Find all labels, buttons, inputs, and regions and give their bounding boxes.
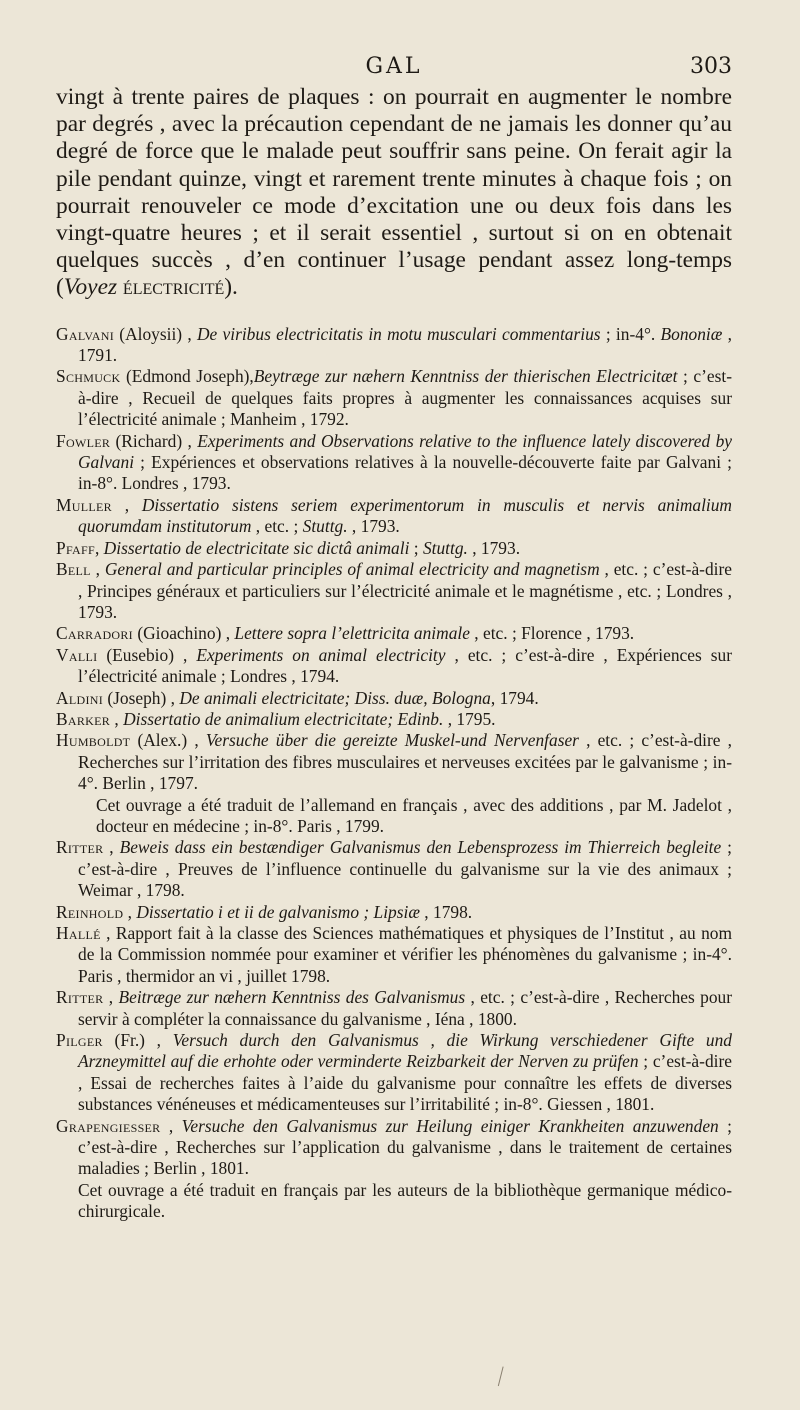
bib-entry [56, 623, 732, 644]
crossref-link[interactable]: électricité [122, 274, 225, 301]
work-title: Beitræge zur næhern Kenntniss des Galvanismus [118, 987, 466, 1008]
place: Bononiæ [660, 323, 723, 344]
details: ; c’est-à-dire , Recueil de quelques faits propres à augmenter les connaissances acquises sur l’électricité animale ; Manheim , 1792. [78, 366, 732, 430]
bib-entry [56, 324, 732, 367]
bib-entry [56, 688, 732, 709]
author: Valli [56, 644, 98, 665]
author-name: , [110, 708, 124, 729]
page-number: 303 [690, 54, 732, 79]
voyez-label: Voyez [63, 274, 118, 301]
author: Humboldt [56, 730, 131, 751]
work-title: Dissertatio de animalium electricitate; Edinb. [123, 708, 444, 729]
author-name: , [111, 494, 142, 515]
author-name: (Fr.) , [102, 1030, 173, 1051]
bib-entry [56, 538, 732, 559]
translation-note: Cet ouvrage a été traduit de l’allemand en français , avec des additions , par M. Jadelot , docteur en médecine ; in-8°. Paris , 1799. [96, 794, 732, 836]
author: Barker [56, 708, 111, 729]
bibliography [56, 324, 732, 1223]
bib-entry [56, 645, 732, 688]
bib-entry [56, 1030, 732, 1116]
details: , 1798. [419, 901, 473, 922]
details: ; c’est-à-dire , Preuves de l’influence continuelle du galvanisme sur la vie des animaux ; Weimar , 1798. [78, 837, 732, 901]
work-title: Dissertatio i et ii de galvanismo ; Lipsiæ [136, 901, 420, 922]
body-paragraph [56, 84, 732, 302]
year: , 1791. [78, 323, 732, 366]
work-title: Beweis dass ein bestændiger Galvanismus den Lebensprozess im Thierreich begleite [119, 837, 722, 858]
details: , etc. ; c’est-à-dire , Expériences sur l’électricité animale ; Londres , 1794. [78, 644, 732, 687]
author: Aldini [56, 687, 104, 708]
bib-entry [56, 559, 732, 623]
bib-entry [56, 730, 732, 794]
details: , etc. ; c’est-à-dire , Recherches sur l’irritation des fibres musculaires et nerveuses excitées par le galvanisme ; in-4°. Berlin , 1797. [78, 730, 732, 794]
author: Pfaff [56, 537, 95, 558]
author-name: , [94, 537, 104, 558]
author: Grapengiesser [56, 1115, 161, 1136]
work-title: Experiments and Observations relative to the influence lately discovered by Galvani [78, 430, 733, 473]
work-title: De animali electricitate; Diss. duæ, Bologna [179, 687, 491, 708]
author: Hallé [56, 923, 101, 943]
author-name: (Richard) , [110, 430, 198, 451]
author: Carradori [56, 623, 133, 644]
details: ; Expériences et observations relatives à la nouvelle-découverte faite par Galvani ; in-8°. Londres , 1793. [78, 452, 732, 494]
year: , 1793. [467, 537, 521, 558]
details: ; c’est-à-dire , Essai de recherches faites à l’aide du galvanisme pour connaître les effets de diverses substances vénéneuses et médicamenteuses sur l’irritabilité ; in-8°. Giessen , 1801. [78, 1051, 732, 1115]
work-title: Versuche über die gereizte Muskel-und Nervenfaser [205, 730, 579, 751]
details: , etc. ; c’est-à-dire , Recherches pour servir à compléter la connaissance du galvanisme , Iéna , 1800. [78, 987, 733, 1029]
details: , etc. ; c’est-à-dire , Principes généraux et particuliers sur l’électricité animale et le magnétisme , etc. ; Londres , 1793. [78, 559, 733, 622]
details: ; in-4°. [600, 323, 661, 344]
author: Pilger [56, 1030, 103, 1051]
work-title: Beytræge zur næhern Kenntniss der thierischen Electricitæt [253, 366, 678, 387]
author-name: (Joseph) , [103, 687, 180, 708]
details: , 1795. [443, 708, 496, 729]
work-title: De viribus electricitatis in motu musculari commentarius [196, 323, 601, 344]
details: , etc. ; Florence , 1793. [469, 623, 635, 644]
author: Ritter [56, 837, 104, 858]
year: , 1793. [347, 516, 400, 537]
paragraph-text: vingt à trente paires de plaques : on pourrait en augmenter le nombre par degrés , avec la précaution cependant de ne jamais les donner qu’au degré de force que le malade peut souffrir sans peine. On ferait agir la pile pendant quinze, vingt et rarement trente minutes à chaque fois ; on pourrait renouveler ce mode d’excitation une ou deux fois dans les vingt-quatre heures ; et il serait essentiel , surtout si on en obtenait quelques succès , d’en continuer l’usage pendant assez long-temps ( [56, 84, 732, 301]
work-title: Lettere sopra l’elettricita animale [234, 623, 470, 644]
margin-mark [498, 1366, 517, 1389]
author: Ritter [56, 987, 104, 1008]
place: Stuttg. [422, 537, 468, 558]
bib-entry [56, 987, 732, 1030]
author-name: , [123, 901, 137, 922]
bib-entry [56, 431, 732, 495]
author-name: , [103, 837, 120, 858]
translation-note: Cet ouvrage a été traduit en français par les auteurs de la bibliothèque germanique médico-chirurgicale. [78, 1179, 732, 1222]
running-head [56, 50, 732, 84]
details: ; [409, 537, 423, 558]
details: ; c’est-à-dire , Recherches sur l’application du galvanisme , dans le traitement de certaines maladies ; Berlin , 1801. [78, 1115, 732, 1179]
author: Schmuck [56, 366, 121, 387]
running-title: GAL [365, 54, 423, 79]
bib-entry [56, 709, 732, 730]
place: Stuttg. [302, 516, 348, 537]
author: Galvani [56, 323, 115, 344]
author-name: (Aloysii) , [114, 323, 197, 344]
author: Bell [56, 559, 91, 580]
work-title: Versuch durch den Galvanismus , die Wirkung verschiedener Gifte und Arzneymittel auf die erhohte oder verminderte Reizbarkeit der Nerven zu prüfen [78, 1030, 732, 1072]
work-title: Experiments on animal electricity [196, 644, 446, 665]
author-name: , [103, 987, 119, 1008]
work-title: General and particular principles of animal electricity and magnetism [104, 559, 600, 580]
bib-entry [56, 923, 732, 987]
bib-entry [56, 495, 732, 538]
paragraph-close: ). [224, 274, 238, 301]
work-title: Dissertatio sistens seriem experimentorum in musculis et nervis animalium quorumdam institutorum [78, 494, 732, 537]
bib-entry [56, 366, 732, 430]
author-name: (Alex.) , [130, 730, 206, 751]
work-title: Versuche den Galvanismus zur Heilung einiger Krankheiten anzuwenden [181, 1115, 719, 1136]
author-name: , [90, 559, 105, 580]
bib-entry [56, 902, 732, 923]
work-title: Dissertatio de electricitate sic dictâ animali [103, 537, 410, 558]
author-name: (Eusebio) , [97, 644, 197, 665]
details: Rapport fait à la classe des Sciences mathématiques et physiques de l’Institut , au nom de la Commission nommée pour examiner et vérifier les phénomènes du galvanisme ; in-4°. Paris , thermidor an vi , juillet 1798. [78, 923, 732, 986]
author-name: , [100, 923, 116, 943]
author: Muller [56, 494, 112, 515]
bib-entry [56, 837, 732, 901]
author-name: (Edmond Joseph), [120, 366, 254, 387]
author-name: , [160, 1115, 182, 1136]
bib-entry [56, 1116, 732, 1180]
details: , etc. ; [251, 516, 303, 537]
author: Fowler [56, 430, 111, 451]
details: , 1794. [490, 687, 539, 708]
author: Reinhold [56, 901, 124, 922]
author-name: (Gioachino) , [132, 623, 235, 644]
